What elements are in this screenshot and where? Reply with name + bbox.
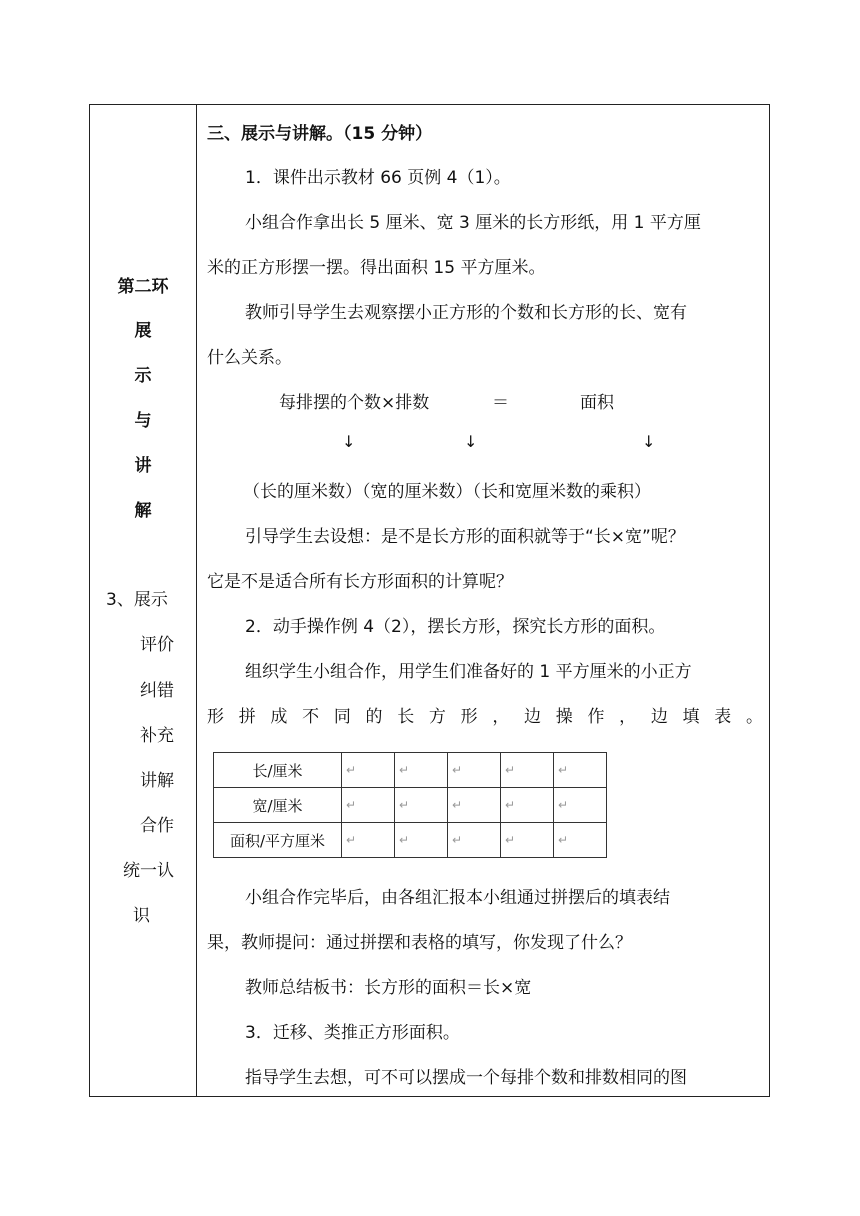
step-item: 3、展示 <box>106 590 168 610</box>
table-cell: ↵ <box>501 823 554 858</box>
stage-heading-3: 示 <box>134 366 152 386</box>
down-arrow-icon: ↓ <box>642 432 656 451</box>
table-cell: ↵ <box>448 753 501 788</box>
step-item: 讲解 <box>140 771 174 791</box>
table-cell: ↵ <box>342 753 395 788</box>
char: 拼 <box>238 707 256 727</box>
step-item: 评价 <box>140 635 174 655</box>
formula-right: 面积 <box>580 393 614 413</box>
formula-left: 每排摆的个数×排数 <box>279 393 430 413</box>
paragraph: 1．课件出示教材 66 页例 4（1）。 <box>245 168 511 188</box>
table-cell: ↵ <box>554 788 607 823</box>
char: 成 <box>270 707 288 727</box>
char: 表 <box>714 707 732 727</box>
table-cell: ↵ <box>501 788 554 823</box>
char: 填 <box>682 707 700 727</box>
step-item: 识 <box>133 906 150 926</box>
paragraph: 2．动手操作例 4（2），摆长方形，探究长方形的面积。 <box>245 617 666 637</box>
char: 形 <box>207 707 224 727</box>
step-item: 补充 <box>140 726 174 746</box>
char: 作 <box>587 707 605 727</box>
table-cell: ↵ <box>448 788 501 823</box>
char: 长 <box>397 707 415 727</box>
formula-bottom: （长的厘米数）（宽的厘米数）（长和宽厘米数的乘积） <box>243 482 651 502</box>
char: ， <box>619 707 637 727</box>
paragraph-justified <box>207 702 763 727</box>
stage-heading-1: 第二环 <box>117 277 169 297</box>
table-row <box>214 753 607 788</box>
down-arrow-icon: ↓ <box>464 432 478 451</box>
table-cell: ↵ <box>342 823 395 858</box>
table-cell: ↵ <box>395 788 448 823</box>
row-label: 长/厘米 <box>214 753 342 788</box>
paragraph: 引导学生去设想：是不是长方形的面积就等于“长×宽”呢？ <box>245 527 685 547</box>
char: ， <box>492 707 510 727</box>
formula-equals: ＝ <box>492 393 509 413</box>
paragraph: 指导学生去想，可不可以摆成一个每排个数和排数相同的图 <box>245 1068 687 1088</box>
table-cell: ↵ <box>448 823 501 858</box>
table-row <box>214 823 607 858</box>
step-item: 纠错 <box>140 681 174 701</box>
paragraph: 教师引导学生去观察摆小正方形的个数和长方形的长、宽有 <box>245 303 687 323</box>
char: 。 <box>745 707 763 727</box>
table-cell: ↵ <box>554 823 607 858</box>
fill-in-table <box>213 752 607 858</box>
paragraph: 3．迁移、类推正方形面积。 <box>245 1023 460 1043</box>
paragraph: 小组合作拿出长 5 厘米、宽 3 厘米的长方形纸，用 1 平方厘 <box>245 213 701 233</box>
paragraph: 米的正方形摆一摆。得出面积 15 平方厘米。 <box>207 258 546 278</box>
column-divider <box>196 104 197 1097</box>
char: 边 <box>650 707 668 727</box>
table-cell: ↵ <box>554 753 607 788</box>
char: 同 <box>333 707 351 727</box>
table-cell: ↵ <box>395 823 448 858</box>
paragraph: 小组合作完毕后，由各组汇报本小组通过拼摆后的填表结 <box>245 888 670 908</box>
step-item: 合作 <box>140 816 174 836</box>
stage-heading-6: 解 <box>134 501 152 521</box>
char: 形 <box>460 707 478 727</box>
paragraph: 什么关系。 <box>207 348 292 368</box>
down-arrow-icon: ↓ <box>342 432 356 451</box>
char: 边 <box>524 707 542 727</box>
table-cell: ↵ <box>342 788 395 823</box>
char: 不 <box>302 707 320 727</box>
paragraph: 组织学生小组合作，用学生们准备好的 1 平方厘米的小正方 <box>245 662 692 682</box>
table-row <box>214 788 607 823</box>
stage-heading-4: 与 <box>134 411 152 431</box>
row-label: 面积/平方厘米 <box>214 823 342 858</box>
table-cell: ↵ <box>501 753 554 788</box>
stage-heading-2: 展 <box>134 321 152 341</box>
paragraph: 它是不是适合所有长方形面积的计算呢？ <box>207 572 513 592</box>
paragraph: 果，教师提问：通过拼摆和表格的填写，你发现了什么？ <box>207 933 632 953</box>
step-item: 统一认 <box>123 861 174 881</box>
section-title: 三、展示与讲解。（15 分钟） <box>207 124 433 144</box>
row-label: 宽/厘米 <box>214 788 342 823</box>
char: 操 <box>555 707 573 727</box>
char: 方 <box>428 707 446 727</box>
char: 的 <box>365 707 383 727</box>
paragraph: 教师总结板书：长方形的面积＝长×宽 <box>245 978 532 998</box>
table-cell: ↵ <box>395 753 448 788</box>
stage-heading-5: 讲 <box>134 456 152 476</box>
